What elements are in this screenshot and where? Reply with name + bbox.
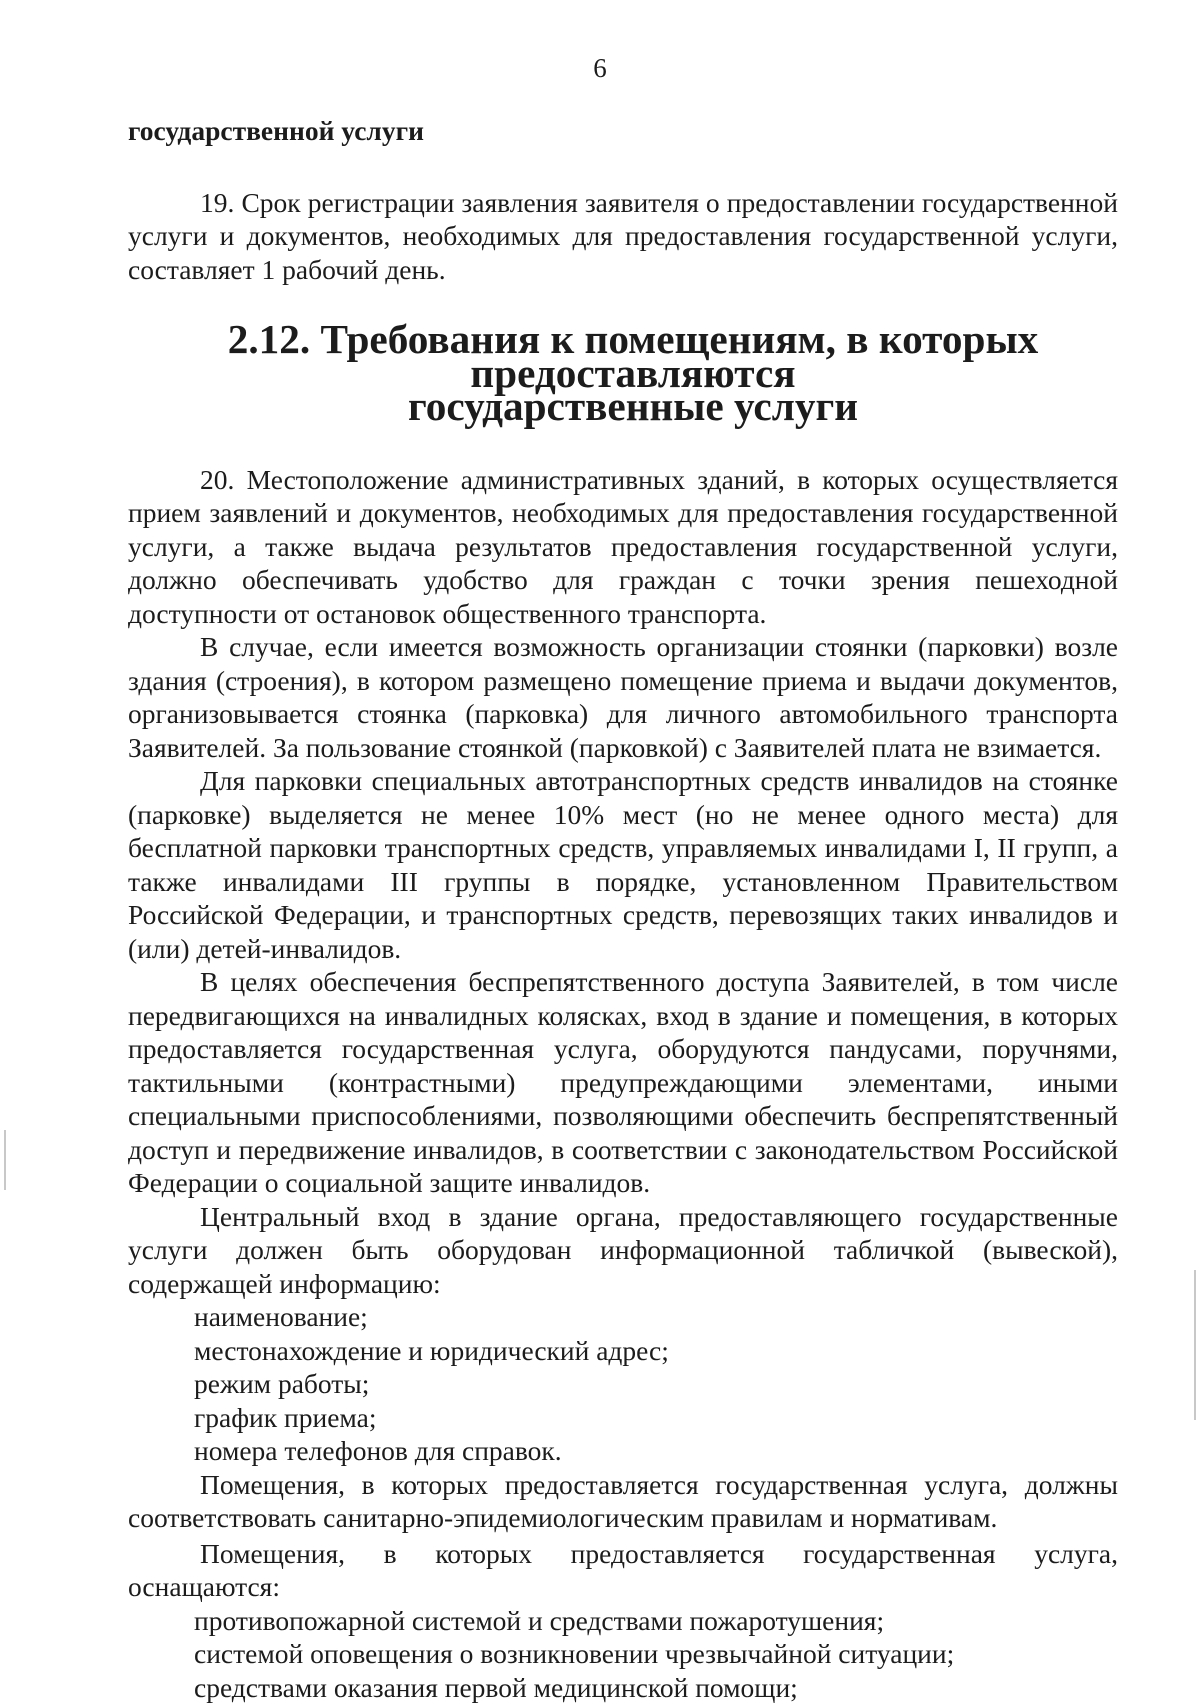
paragraph-equipment-intro: Помещения, в которых предоставляется государственная услуга, оснащаются: [128,1537,1118,1604]
section-title-line-1: 2.12. Требования к помещениям, в которых предоставляются [148,323,1118,390]
list-item: средствами оказания первой медицинской помощи; [128,1671,1118,1704]
scan-edge-mark [4,1130,6,1190]
list-item: режим работы; [128,1367,1118,1401]
page-number: 6 [0,52,1200,84]
list-item: местонахождение и юридический адрес; [128,1334,1118,1368]
paragraph-19: 19. Срок регистрации заявления заявителя о предоставлении государственной услуги и документов, необходимых для предоставления государственной услуги, составляет 1 рабочий день. [128,186,1118,287]
paragraph-20: 20. Местоположение административных зданий, в которых осуществляется прием заявлений и документов, необходимых для предоставления государственной услуги, а также выдача результатов предоставления государственной услуги, должно обеспечивать удобство для граждан с точки зрения пешеходной доступности от остановок общественного транспорта. [128,463,1118,631]
list-item: наименование; [128,1300,1118,1334]
paragraph-entrance-sign: Центральный вход в здание органа, предоставляющего государственные услуги должен быть оборудован информационной табличкой (вывеской), содержащей информацию: [128,1200,1118,1301]
paragraph-disabled-parking: Для парковки специальных автотранспортных средств инвалидов на стоянке (парковке) выделяется не менее 10% мест (но не менее одного места) для бесплатной парковки транспортных средств, управляемых инвалидами I, II групп, а также инвалидами III группы в порядке, установленном Правительством Российской Федерации, и транспортных средств, перевозящих таких инвалидов и (или) детей-инвалидов. [128,764,1118,965]
list-item: график приема; [128,1401,1118,1435]
document-body [128,114,1118,1704]
paragraph-parking: В случае, если имеется возможность организации стоянки (парковки) возле здания (строения), в котором размещено помещение приема и выдачи документов, организовывается стоянка (парковка) для личного автомобильного транспорта Заявителей. За пользование стоянкой (парковкой) с Заявителей плата не взимается. [128,630,1118,764]
paragraph-accessibility: В целях обеспечения беспрепятственного доступа Заявителей, в том числе передвигающихся на инвалидных колясках, вход в здание и помещения, в которых предоставляется государственная услуга, оборудуются пандусами, поручнями, тактильными (контрастными) предупреждающими элементами, иными специальными приспособлениями, позволяющими обеспечить беспрепятственный доступ и передвижение инвалидов, в соответствии с законодательством Российской Федерации о социальной защите инвалидов. [128,965,1118,1200]
section-title-line-2: государственные услуги [148,390,1118,424]
list-item: противопожарной системой и средствами пожаротушения; [128,1604,1118,1638]
section-title-2-12 [128,323,1118,424]
scan-edge-mark [1194,1270,1196,1420]
paragraph-sanitary: Помещения, в которых предоставляется государственная услуга, должны соответствовать санитарно-эпидемиологическим правилам и нормативам. [128,1468,1118,1535]
signage-info-list [128,1300,1118,1468]
list-item: номера телефонов для справок. [128,1434,1118,1468]
subsection-heading-continuation: государственной услуги [128,114,1118,148]
equipment-list [128,1604,1118,1704]
list-item: системой оповещения о возникновении чрезвычайной ситуации; [128,1637,1118,1671]
